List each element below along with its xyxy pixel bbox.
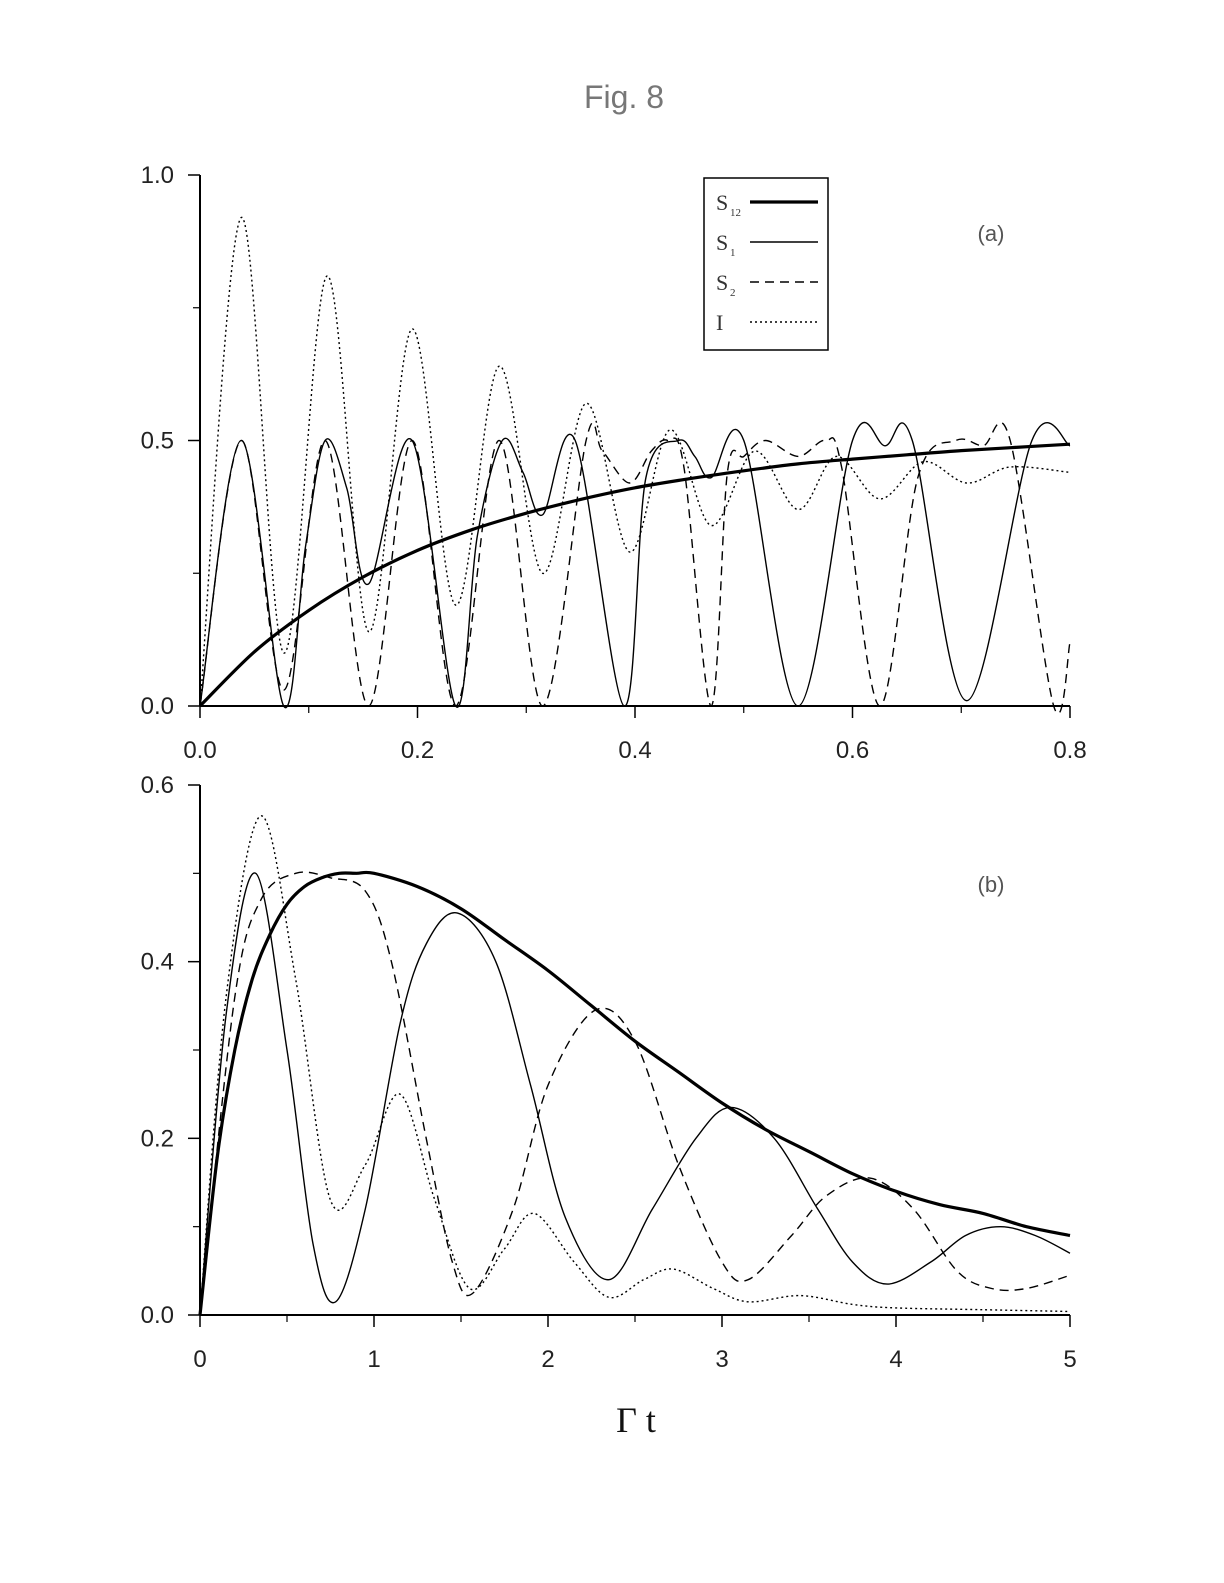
y-tick-label-a: 1.0 xyxy=(140,162,174,189)
legend-label-2: S xyxy=(716,270,729,295)
panel-label-b: (b) xyxy=(977,872,1005,897)
legend-label-0: S xyxy=(716,190,729,215)
x-tick-label-a: 0.2 xyxy=(400,737,435,764)
x-tick-label-a: 0.4 xyxy=(618,737,652,764)
series-line-s2-b xyxy=(200,872,1070,1315)
x-tick-label-b: 5 xyxy=(1063,1346,1077,1373)
x-tick-label-b: 4 xyxy=(889,1346,903,1373)
panel-b-plot xyxy=(141,772,1077,1373)
series-line-s1-a xyxy=(200,422,1070,707)
x-tick-label-b: 2 xyxy=(541,1346,555,1373)
x-tick-label-a: 0.8 xyxy=(1053,737,1087,764)
x-tick-label-b: 3 xyxy=(715,1346,729,1373)
legend-sub-1: 1 xyxy=(730,247,736,259)
series-line-s1-b xyxy=(200,873,1070,1315)
panel-a-plot xyxy=(141,162,1087,764)
figure-title: Fig. 8 xyxy=(583,79,665,115)
legend-sub-2: 2 xyxy=(730,287,736,299)
y-tick-label-b: 0.0 xyxy=(140,1302,174,1329)
y-tick-label-b: 0.6 xyxy=(140,772,174,799)
series-line-s12-a xyxy=(200,444,1070,706)
x-tick-label-a: 0.0 xyxy=(183,737,217,764)
x-tick-label-b: 1 xyxy=(367,1346,381,1373)
series-line-s12-b xyxy=(200,872,1070,1315)
x-axis-label: Γ t xyxy=(616,1400,656,1440)
x-tick-label-b: 0 xyxy=(193,1346,207,1373)
series-line-i-b xyxy=(200,816,1070,1315)
y-tick-label-a: 0.5 xyxy=(140,427,174,455)
legend-label-1: S xyxy=(716,230,729,255)
y-tick-label-a: 0.0 xyxy=(140,693,174,720)
legend-label-3: I xyxy=(716,310,724,335)
panel-label-a: (a) xyxy=(977,221,1005,246)
y-tick-label-b: 0.2 xyxy=(140,1125,174,1153)
legend-sub-0: 12 xyxy=(730,207,741,219)
series-line-s2-a xyxy=(200,422,1070,713)
y-tick-label-b: 0.4 xyxy=(140,948,174,976)
chart-legend xyxy=(704,178,828,350)
x-tick-label-a: 0.6 xyxy=(835,737,870,764)
